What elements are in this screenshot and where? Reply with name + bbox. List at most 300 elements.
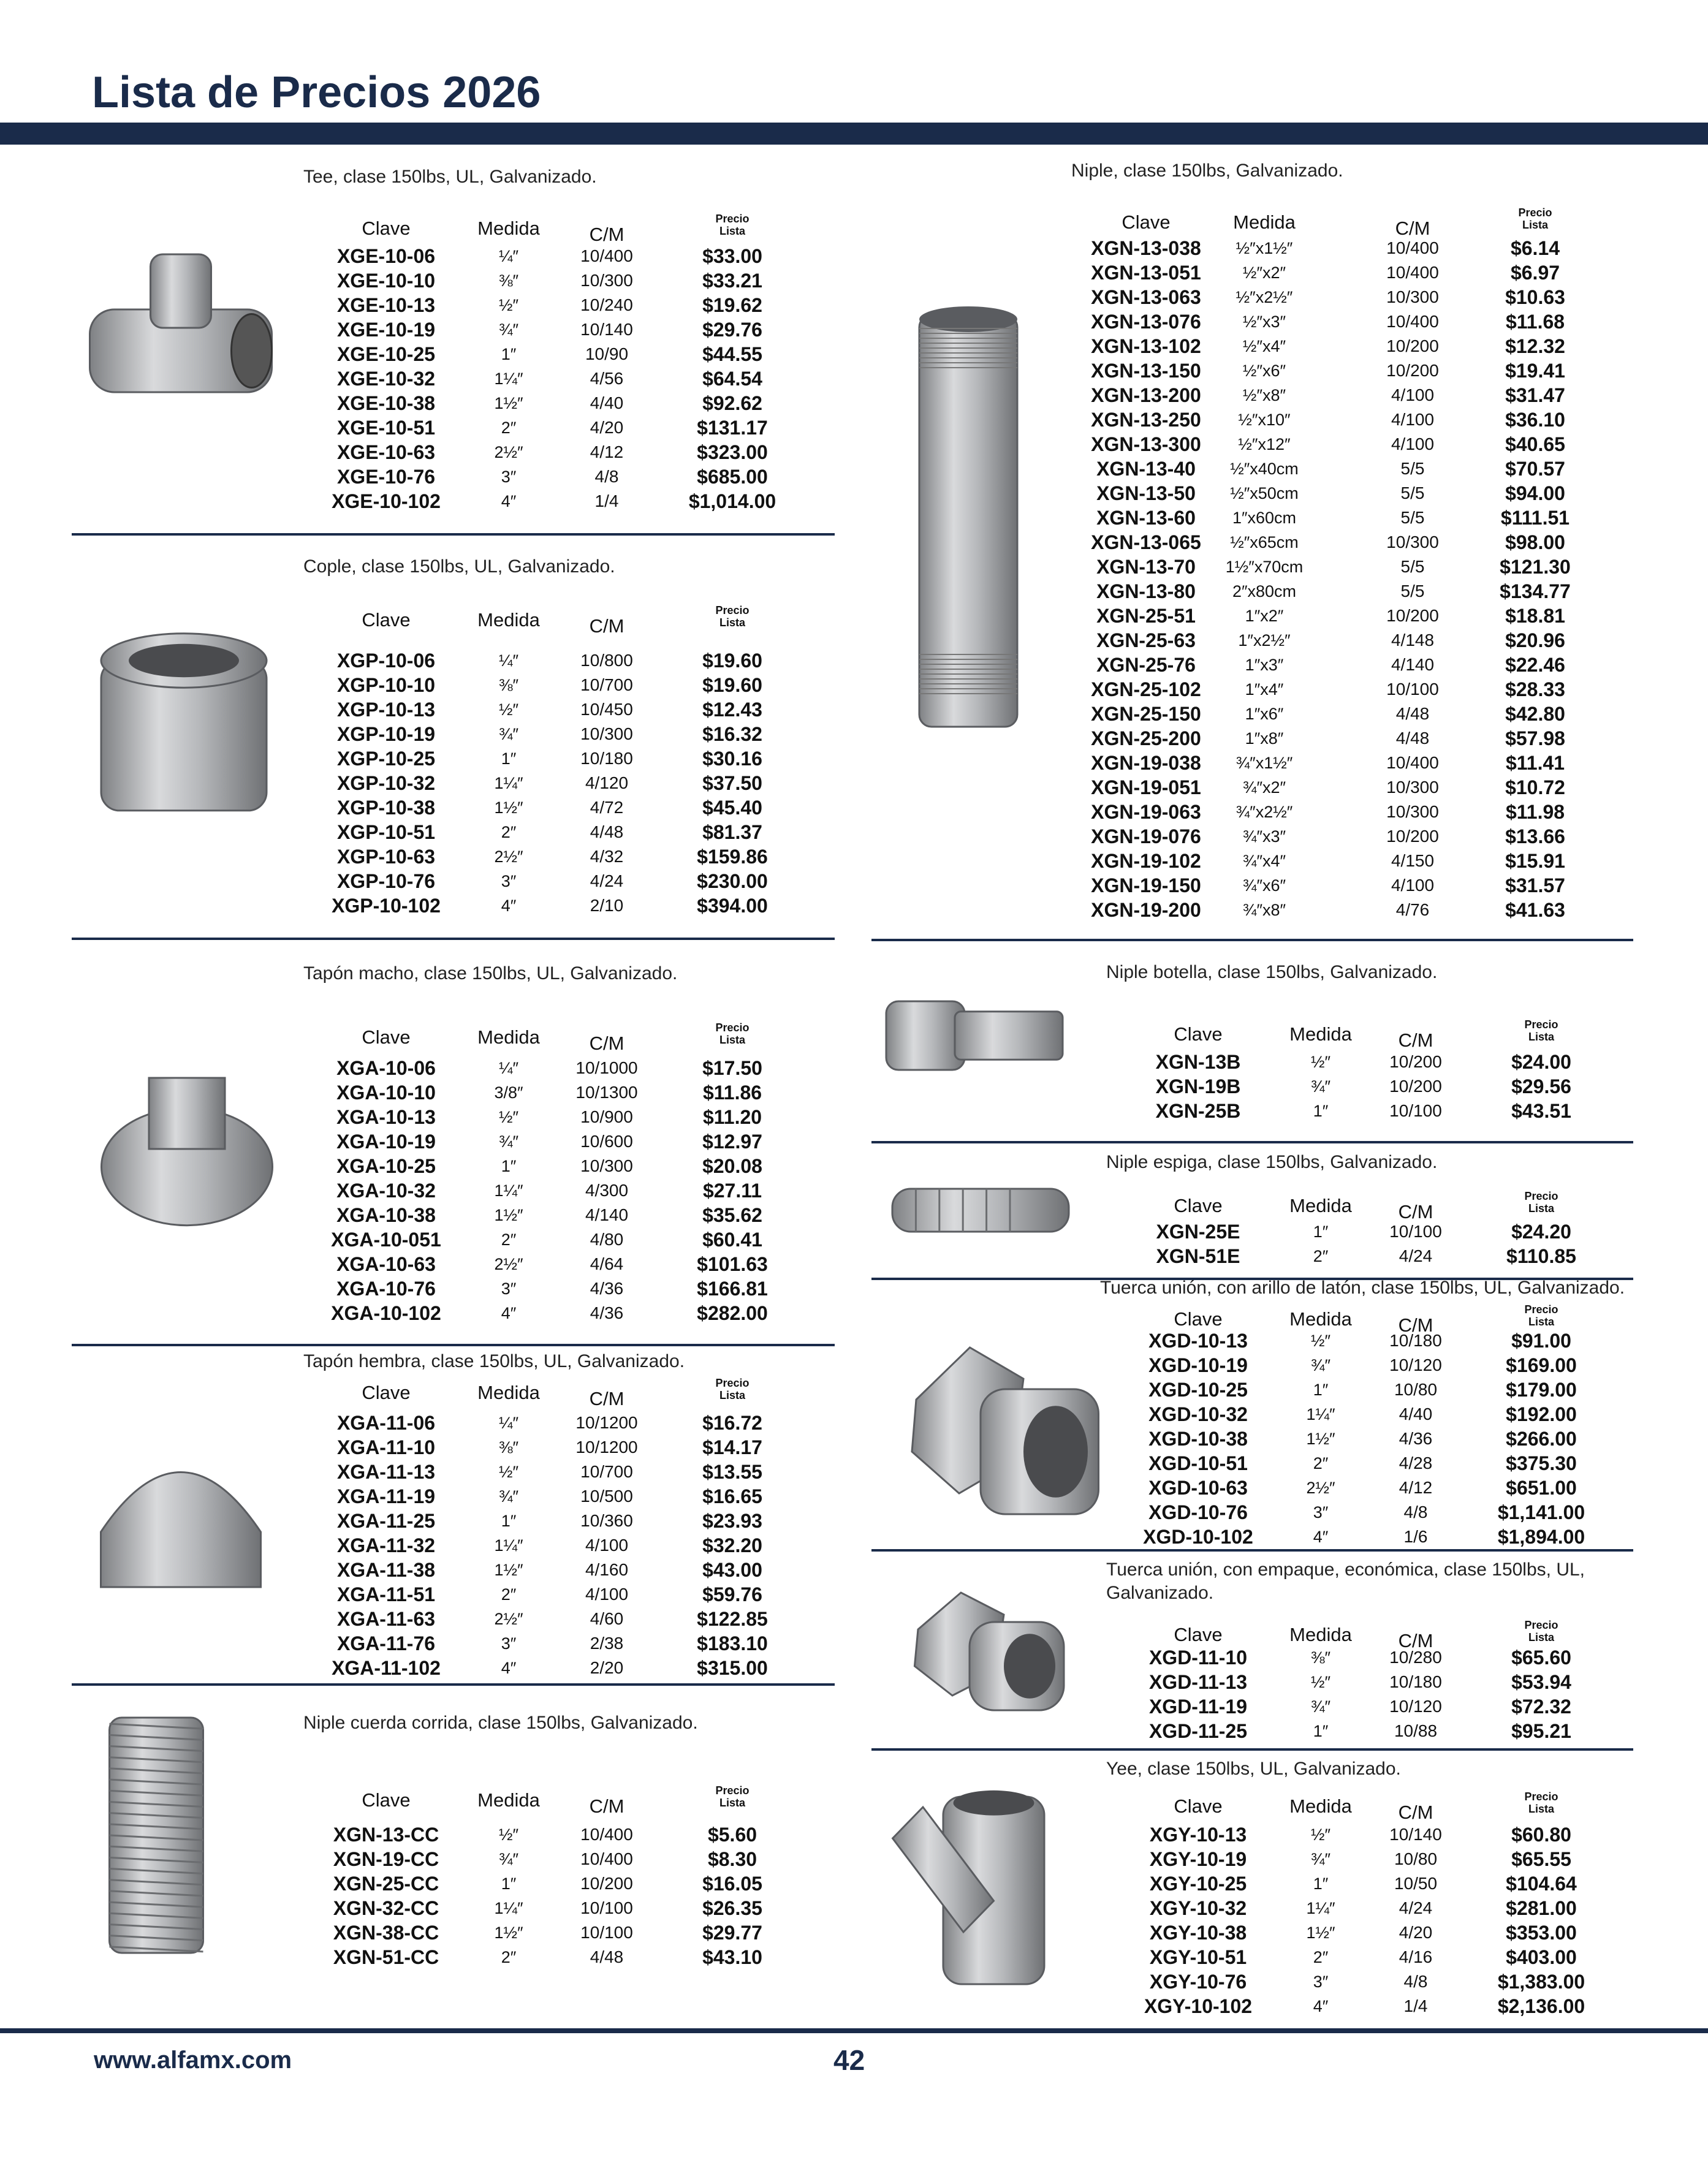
product-code: XGE-10-25 [336, 343, 436, 365]
product-size: ½″x50cm [1230, 484, 1299, 502]
col-header-precio: Precio [715, 1377, 750, 1389]
product-code: XGN-19-076 [1091, 825, 1201, 847]
product-size: ½″x10″ [1238, 411, 1291, 429]
product-size: 1½″ [494, 798, 523, 817]
product-code: XGP-10-06 [336, 650, 436, 672]
product-pack: 4/100 [1391, 434, 1435, 453]
product-code: XGA-11-32 [336, 1534, 436, 1556]
product-size: 4″ [501, 1304, 517, 1322]
section-title-niple-cuerda: Niple cuerda corrida, clase 150lbs, Galvanizado. [303, 1713, 698, 1733]
section-title-niple-botella: Niple botella, clase 150lbs, Galvanizado. [1106, 962, 1438, 982]
product-pack: 10/100 [1389, 1101, 1442, 1120]
product-code: XGN-13-063 [1091, 286, 1201, 308]
product-price: $53.94 [1511, 1671, 1571, 1693]
product-code: XGY-10-76 [1149, 1971, 1247, 1993]
product-code: XGD-10-38 [1148, 1428, 1248, 1450]
product-price: $29.56 [1511, 1075, 1571, 1097]
product-price: $20.08 [702, 1155, 762, 1177]
product-size: 2″ [1313, 1454, 1329, 1472]
product-price: $11.68 [1505, 311, 1565, 333]
product-size: 4″ [501, 1659, 517, 1677]
product-size: ½″x4″ [1242, 337, 1286, 355]
product-pack: 10/200 [1386, 336, 1439, 355]
product-price: $24.00 [1511, 1051, 1571, 1073]
section-title-cople: Cople, clase 150lbs, UL, Galvanizado. [303, 556, 615, 577]
col-header-lista: Lista [1528, 1803, 1555, 1815]
product-size: 1½″ [494, 1924, 523, 1942]
product-code: XGN-25-200 [1091, 727, 1201, 749]
col-header-cm: C/M [589, 1033, 624, 1054]
product-pack: 4/48 [590, 822, 624, 841]
product-code: XGA-11-19 [336, 1485, 436, 1507]
product-price: $10.72 [1505, 776, 1565, 798]
col-header-precio: Precio [1524, 1303, 1558, 1316]
footer-bar [0, 2028, 1708, 2033]
product-size: 2″ [501, 1230, 517, 1249]
product-price: $111.51 [1500, 507, 1570, 529]
product-pack: 10/80 [1394, 1849, 1438, 1868]
product-price: $281.00 [1506, 1897, 1577, 1919]
product-size: ½″ [1310, 1332, 1331, 1350]
product-price: $24.20 [1511, 1221, 1571, 1243]
product-price: $31.47 [1505, 384, 1565, 406]
product-price: $1,894.00 [1497, 1526, 1585, 1548]
product-code: XGN-25E [1156, 1221, 1240, 1243]
product-size: ½″ [1310, 1825, 1331, 1844]
product-pack: 10/200 [580, 1874, 633, 1893]
product-price: $23.93 [702, 1510, 762, 1532]
product-price: $179.00 [1506, 1379, 1577, 1401]
product-pack: 4/100 [1391, 410, 1435, 429]
col-header-lista: Lista [1528, 1316, 1555, 1328]
product-code: XGN-19-200 [1091, 899, 1201, 921]
product-pack: 10/120 [1389, 1355, 1442, 1374]
product-price: $41.63 [1505, 899, 1565, 921]
product-code: XGE-10-102 [332, 490, 441, 512]
product-size: 1″ [501, 345, 517, 363]
product-size: 1″ [1313, 1222, 1329, 1241]
product-code: XGD-10-19 [1148, 1354, 1248, 1376]
product-size: ¾″ [1310, 1850, 1331, 1868]
product-size: 4″ [501, 896, 517, 915]
page-title: Lista de Precios 2026 [92, 68, 541, 117]
product-pack: 10/300 [580, 724, 633, 743]
product-pack: 4/12 [1399, 1478, 1433, 1497]
hose-barb-nipple-photo [882, 1180, 1079, 1244]
product-price: $60.80 [1511, 1824, 1571, 1846]
product-code: XGN-19-102 [1091, 850, 1201, 872]
section-divider [72, 1344, 835, 1346]
product-code: XGA-10-10 [336, 1082, 436, 1104]
product-pack: 10/1200 [575, 1413, 638, 1432]
col-header-clave: Clave [362, 609, 411, 631]
product-price: $16.05 [702, 1873, 762, 1895]
product-code: XGP-10-13 [336, 699, 436, 721]
product-pack: 4/36 [590, 1279, 624, 1298]
product-code: XGA-10-13 [336, 1106, 436, 1128]
product-pack: 4/72 [590, 798, 624, 817]
section-title-line2-tuerca-empaque: Galvanizado. [1106, 1583, 1214, 1603]
col-header-medida: Medida [1289, 1195, 1352, 1216]
product-size: 1″x8″ [1245, 729, 1284, 748]
product-price: $27.11 [702, 1180, 762, 1202]
product-price: $11.41 [1505, 752, 1565, 774]
product-pack: 10/450 [580, 700, 633, 719]
product-price: $16.65 [702, 1485, 762, 1507]
product-pack: 10/900 [580, 1107, 633, 1126]
product-price: $169.00 [1506, 1354, 1577, 1376]
union-gasket-photo [901, 1578, 1072, 1728]
product-code: XGN-13-076 [1091, 311, 1201, 333]
section-title-tee: Tee, clase 150lbs, UL, Galvanizado. [303, 167, 597, 187]
product-pack: 4/36 [590, 1303, 624, 1322]
col-header-precio: Precio [1524, 1791, 1558, 1803]
product-price: $11.98 [1505, 801, 1565, 823]
section-title-tapon-hembra: Tapón hembra, clase 150lbs, UL, Galvanizado. [303, 1351, 685, 1371]
product-size: 2½″ [494, 1610, 523, 1628]
product-pack: 4/100 [1391, 385, 1435, 404]
product-pack: 4/12 [590, 442, 624, 461]
product-price: $40.65 [1505, 433, 1565, 455]
product-code: XGD-10-76 [1148, 1501, 1248, 1523]
product-code: XGN-19-CC [333, 1848, 439, 1870]
product-price: $22.46 [1505, 654, 1565, 676]
product-size: 3″ [501, 872, 517, 890]
product-price: $6.97 [1510, 262, 1560, 284]
product-pack: 10/300 [580, 271, 633, 290]
product-size: ½″x6″ [1242, 362, 1286, 380]
product-price: $59.76 [702, 1583, 762, 1605]
product-code: XGN-19B [1155, 1075, 1241, 1097]
product-size: 1¼″ [1306, 1899, 1335, 1917]
product-code: XGE-10-76 [336, 466, 436, 488]
product-pack: 10/50 [1394, 1874, 1438, 1893]
product-size: 2½″ [494, 847, 523, 866]
product-size: ¼″ [498, 1059, 519, 1077]
product-size: 2½″ [1306, 1479, 1335, 1497]
product-code: XGD-11-13 [1148, 1671, 1248, 1693]
product-size: 1½″ [494, 1206, 523, 1224]
product-code: XGN-13-80 [1096, 580, 1196, 602]
product-code: XGA-11-102 [332, 1657, 441, 1679]
product-price: $685.00 [697, 466, 768, 488]
product-pack: 10/180 [580, 749, 633, 768]
product-pack: 10/700 [580, 1462, 633, 1481]
product-code: XGN-13-300 [1091, 433, 1201, 455]
product-code: XGN-25-63 [1096, 629, 1196, 651]
product-code: XGE-10-06 [336, 245, 436, 267]
product-code: XGN-25-76 [1096, 654, 1196, 676]
product-size: 3″ [1313, 1503, 1329, 1522]
product-size: ½″x65cm [1230, 533, 1299, 551]
product-pack: 4/8 [1403, 1972, 1428, 1991]
product-code: XGY-10-38 [1149, 1922, 1247, 1944]
product-pack: 10/1300 [575, 1083, 638, 1102]
product-price: $18.81 [1505, 605, 1565, 627]
product-size: 1″ [501, 1157, 517, 1175]
col-header-clave: Clave [362, 218, 411, 239]
product-price: $98.00 [1505, 531, 1565, 553]
product-pack: 4/8 [1403, 1503, 1428, 1522]
product-pack: 10/400 [580, 1825, 633, 1844]
product-price: $1,014.00 [688, 490, 776, 512]
product-pack: 2/20 [590, 1658, 624, 1677]
product-code: XGP-10-76 [336, 870, 436, 892]
product-price: $60.41 [702, 1229, 762, 1251]
product-price: $31.57 [1505, 874, 1565, 896]
col-header-lista: Lista [719, 616, 746, 629]
product-pack: 1/6 [1403, 1527, 1428, 1546]
product-size: ¼″ [498, 651, 519, 670]
product-code: XGA-10-06 [336, 1057, 436, 1079]
col-header-precio: Precio [1524, 1619, 1558, 1631]
product-code: XGD-10-32 [1148, 1403, 1248, 1425]
product-pack: 10/400 [1386, 263, 1439, 282]
product-code: XGE-10-10 [336, 270, 436, 292]
product-price: $353.00 [1506, 1922, 1577, 1944]
product-size: ¾″ [498, 1487, 519, 1506]
product-size: ⅜″ [498, 1438, 519, 1457]
product-pack: 10/140 [580, 320, 633, 339]
product-pack: 10/400 [1386, 753, 1439, 772]
product-code: XGD-11-10 [1148, 1647, 1248, 1669]
page-number: 42 [833, 2044, 865, 2076]
product-pack: 4/80 [590, 1230, 624, 1249]
product-size: 1¼″ [1306, 1405, 1335, 1423]
product-code: XGP-10-25 [336, 748, 436, 770]
product-code: XGY-10-102 [1144, 1995, 1253, 2017]
product-pack: 10/400 [1386, 312, 1439, 331]
col-header-precio: Precio [1518, 207, 1552, 219]
product-size: ½″x1½″ [1235, 239, 1293, 257]
product-size: ⅜″ [498, 676, 519, 694]
product-pack: 4/48 [1395, 729, 1430, 748]
product-code: XGN-13-40 [1096, 458, 1196, 480]
product-code: XGD-10-63 [1148, 1477, 1248, 1499]
product-price: $65.55 [1511, 1848, 1571, 1870]
female-cap-photo [92, 1431, 270, 1618]
col-header-precio: Precio [715, 604, 750, 616]
product-size: ¾″x2½″ [1235, 803, 1293, 821]
product-size: 3″ [501, 1634, 517, 1653]
product-price: $44.55 [702, 343, 762, 365]
product-size: 2″ [501, 823, 517, 841]
product-size: ¾″ [1310, 1077, 1331, 1096]
col-header-cm: C/M [1398, 1029, 1433, 1051]
product-pack: 10/500 [580, 1487, 633, 1506]
product-pack: 10/360 [580, 1511, 633, 1530]
product-pack: 10/200 [1389, 1077, 1442, 1096]
product-pack: 10/400 [580, 246, 633, 265]
product-size: 1½″x70cm [1225, 558, 1304, 576]
product-code: XGA-11-10 [336, 1436, 436, 1458]
product-size: 1¼″ [494, 1181, 523, 1200]
product-code: XGA-11-06 [336, 1412, 436, 1434]
product-price: $282.00 [697, 1302, 768, 1324]
product-price: $403.00 [1506, 1946, 1577, 1968]
product-code: XGN-19-038 [1091, 752, 1201, 774]
product-code: XGD-10-51 [1148, 1452, 1248, 1474]
section-divider [871, 1549, 1633, 1552]
col-header-cm: C/M [589, 1388, 624, 1409]
product-size: ½″ [498, 1108, 519, 1126]
product-code: XGN-13-200 [1091, 384, 1201, 406]
product-size: 1″x2½″ [1238, 631, 1291, 650]
col-header-cm: C/M [589, 615, 624, 637]
product-price: $33.21 [702, 270, 762, 292]
product-code: XGE-10-32 [336, 368, 436, 390]
product-size: 4″ [1313, 1528, 1329, 1546]
bottle-nipple-photo [876, 993, 1072, 1082]
product-price: $35.62 [702, 1204, 762, 1226]
product-size: ½″ [1310, 1053, 1331, 1071]
product-pack: 4/56 [590, 369, 624, 388]
section-divider [72, 533, 835, 536]
product-pack: 10/88 [1394, 1721, 1438, 1740]
product-size: ½″x40cm [1230, 460, 1299, 478]
section-title-tuerca-empaque: Tuerca unión, con empaque, económica, clase 150lbs, UL, [1106, 1560, 1585, 1580]
product-code: XGA-10-102 [331, 1302, 441, 1324]
product-code: XGA-10-38 [336, 1204, 436, 1226]
product-pack: 4/48 [1395, 704, 1430, 723]
product-price: $266.00 [1506, 1428, 1577, 1450]
product-code: XGE-10-38 [336, 392, 436, 414]
product-price: $42.80 [1505, 703, 1565, 725]
product-code: XGN-13-038 [1091, 237, 1201, 259]
product-price: $110.85 [1506, 1245, 1576, 1267]
product-price: $323.00 [697, 441, 768, 463]
product-pack: 5/5 [1400, 508, 1425, 527]
product-price: $121.30 [1500, 556, 1571, 578]
col-header-clave: Clave [1174, 1308, 1223, 1330]
product-price: $375.30 [1506, 1452, 1577, 1474]
product-price: $19.62 [702, 294, 762, 316]
product-pack: 4/150 [1391, 851, 1435, 870]
product-code: XGN-13-065 [1091, 531, 1201, 553]
col-header-medida: Medida [477, 1026, 540, 1048]
product-pack: 1/4 [594, 491, 619, 510]
product-size: 3/8″ [494, 1083, 523, 1102]
product-size: 1″ [1313, 1874, 1329, 1893]
product-pack: 4/20 [590, 418, 624, 437]
product-price: $166.81 [697, 1278, 768, 1300]
product-pack: 10/280 [1389, 1648, 1442, 1667]
col-header-precio: Precio [715, 1021, 750, 1034]
product-pack: 4/76 [1395, 900, 1430, 919]
col-header-cm: C/M [1398, 1630, 1433, 1651]
product-size: ¾″ [1310, 1697, 1331, 1716]
product-pack: 10/180 [1389, 1331, 1442, 1350]
product-size: ¾″ [498, 725, 519, 743]
col-header-medida: Medida [477, 609, 540, 631]
product-size: 1¼″ [494, 774, 523, 792]
section-title-niple: Niple, clase 150lbs, Galvanizado. [1071, 161, 1343, 181]
col-header-lista: Lista [719, 1797, 746, 1809]
product-pack: 4/40 [1399, 1404, 1433, 1423]
col-header-cm: C/M [589, 224, 624, 245]
product-code: XGP-10-38 [336, 797, 436, 819]
product-price: $64.54 [702, 368, 762, 390]
col-header-cm: C/M [1398, 1802, 1433, 1823]
product-price: $33.00 [702, 245, 762, 267]
product-pack: 10/300 [580, 1156, 633, 1175]
product-size: 4″ [1313, 1997, 1329, 2015]
male-plug-photo [92, 1060, 282, 1241]
product-code: XGN-19-150 [1091, 874, 1201, 896]
product-price: $14.17 [702, 1436, 762, 1458]
product-price: $10.63 [1505, 286, 1565, 308]
product-pack: 1/4 [1403, 1996, 1428, 2015]
product-size: 1″ [1313, 1381, 1329, 1399]
col-header-precio: Precio [1524, 1190, 1558, 1202]
product-code: XGA-11-38 [336, 1559, 436, 1581]
product-size: 1½″ [494, 394, 523, 412]
col-header-medida: Medida [1289, 1624, 1352, 1645]
product-code: XGY-10-32 [1149, 1897, 1247, 1919]
product-price: $19.60 [702, 650, 762, 672]
footer-url[interactable]: www.alfamx.com [94, 2047, 292, 2074]
product-pack: 10/80 [1394, 1380, 1438, 1399]
product-size: 4″ [501, 492, 517, 510]
product-pack: 10/180 [1389, 1672, 1442, 1691]
product-pack: 10/120 [1389, 1697, 1442, 1716]
product-size: 1″x2″ [1245, 607, 1284, 625]
section-title-tuerca-laton: Tuerca unión, con arillo de latón, clase 150lbs, UL, Galvanizado. [1100, 1278, 1625, 1298]
product-price: $37.50 [702, 772, 762, 794]
product-price: $12.43 [702, 699, 762, 721]
product-pack: 4/300 [585, 1181, 629, 1200]
product-code: XGP-10-102 [332, 895, 441, 917]
product-price: $159.86 [697, 846, 768, 868]
product-code: XGP-10-10 [336, 674, 436, 696]
product-size: 1″ [1313, 1722, 1329, 1740]
col-header-precio: Precio [715, 1784, 750, 1797]
col-header-cm: C/M [589, 1795, 624, 1817]
col-header-medida: Medida [477, 1382, 540, 1403]
product-price: $5.60 [707, 1824, 757, 1846]
product-price: $32.20 [702, 1534, 762, 1556]
product-pack: 10/700 [580, 675, 633, 694]
col-header-medida: Medida [1289, 1308, 1352, 1330]
product-size: 1″ [501, 1512, 517, 1530]
col-header-lista: Lista [719, 225, 746, 237]
product-pack: 2/10 [590, 896, 624, 915]
product-pack: 4/140 [585, 1205, 629, 1224]
product-code: XGN-32-CC [333, 1897, 439, 1919]
product-code: XGY-10-19 [1149, 1848, 1247, 1870]
product-price: $65.60 [1511, 1647, 1571, 1669]
product-price: $134.77 [1500, 580, 1571, 602]
product-code: XGN-25-CC [333, 1873, 439, 1895]
wye-fitting-photo [882, 1786, 1085, 1998]
col-header-clave: Clave [362, 1382, 411, 1403]
product-price: $43.00 [702, 1559, 762, 1581]
product-pack: 10/300 [1386, 778, 1439, 797]
product-pack: 4/24 [1399, 1246, 1433, 1265]
product-code: XGA-10-19 [336, 1131, 436, 1153]
product-pack: 4/32 [590, 847, 624, 866]
col-header-lista: Lista [1528, 1631, 1555, 1643]
product-size: ¾″x1½″ [1235, 754, 1293, 772]
product-pack: 4/24 [1399, 1898, 1433, 1917]
product-size: 1¼″ [494, 1536, 523, 1555]
product-code: XGP-10-51 [336, 821, 436, 843]
product-size: ¾″x4″ [1242, 852, 1286, 870]
product-code: XGA-10-76 [336, 1278, 436, 1300]
product-price: $394.00 [697, 895, 768, 917]
product-pack: 5/5 [1400, 557, 1425, 576]
product-size: 1½″ [1306, 1924, 1335, 1942]
